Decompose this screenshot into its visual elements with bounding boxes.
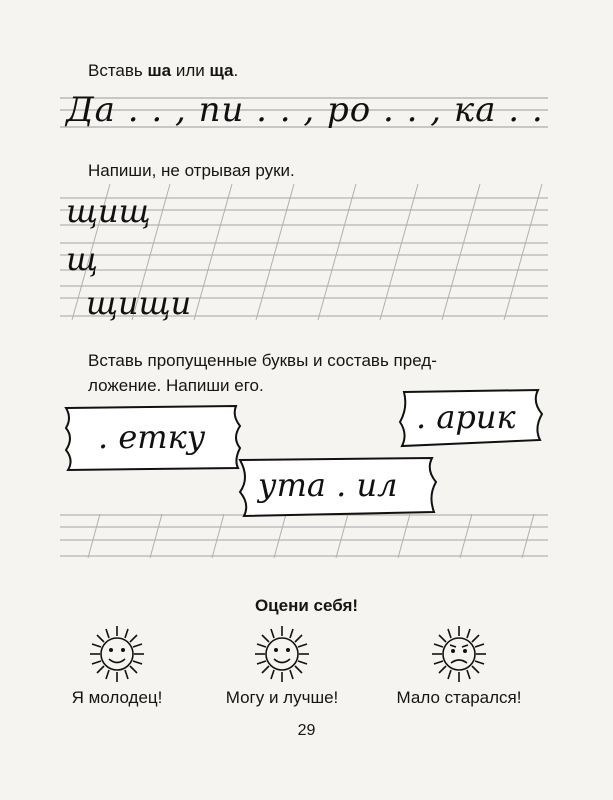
letters-shcha: ща bbox=[209, 61, 234, 80]
instruction-text: Вставь bbox=[88, 61, 148, 80]
sun-happy-icon bbox=[84, 624, 150, 684]
option-label-better: Могу и лучше! bbox=[225, 688, 339, 707]
instruction-text: или bbox=[171, 61, 210, 80]
option-label-poor: Мало старался! bbox=[396, 688, 522, 707]
task3-instruction-line1: Вставь пропущенные буквы и составь пред- bbox=[88, 351, 437, 370]
option-label-good: Я молодец! bbox=[71, 688, 163, 707]
task2-row-2: щ bbox=[66, 240, 99, 278]
word-card-1: . етку bbox=[98, 418, 206, 456]
word-card-3: ута . ил bbox=[258, 466, 398, 504]
sun-sad-icon bbox=[426, 624, 492, 684]
task2-row-3: щищи bbox=[86, 284, 192, 322]
instruction-text: . bbox=[233, 61, 239, 80]
page-number: 29 bbox=[297, 722, 316, 739]
task3-instruction-line2: ложение. Напиши его. bbox=[88, 376, 264, 395]
task2-row-1: щищ bbox=[66, 192, 151, 230]
task1-instruction bbox=[88, 58, 238, 83]
word-card-2: . арик bbox=[416, 398, 516, 436]
self-assessment-title: Оцени себя! bbox=[254, 596, 359, 615]
task1-cursive-line: Да . . , пи . . , ро . . , ка . . bbox=[66, 90, 544, 130]
task2-instruction: Напиши, не отрывая руки. bbox=[88, 161, 295, 180]
sun-happy-icon bbox=[249, 624, 315, 684]
letters-sha: ша bbox=[147, 61, 172, 80]
